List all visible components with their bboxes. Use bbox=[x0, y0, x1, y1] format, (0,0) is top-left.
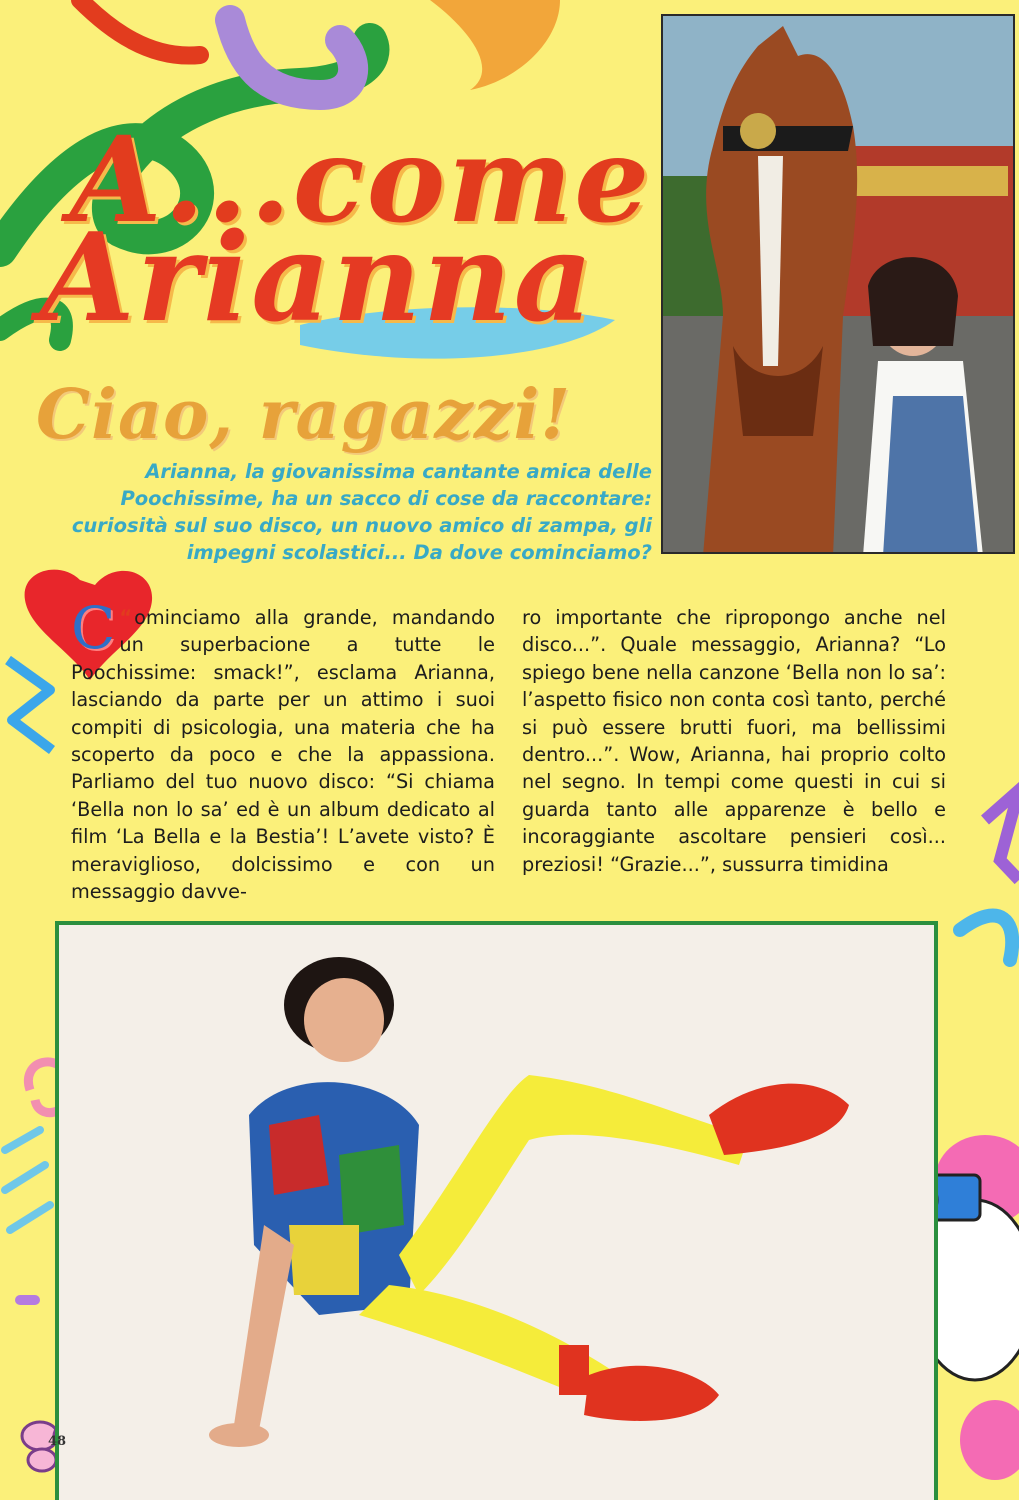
article-column-1-text: ominciamo alla grande, mandando un superbacione a tutte le Poochissime: smack!”, esclama Arianna, lasciando da parte per un attimo i suoi compiti di psicologia, una materia che ha scoperto da poco e che la appassiona. Parliamo del tuo nuovo disco: “Si chiama ‘Bella non lo sa’ ed è un album dedicato al film ‘La Bella e la Bestia’! L’avete visto? È meraviglioso, dolcissimo e con un messaggio davve- bbox=[71, 606, 495, 904]
article-column-2: ro importante che ripropongo anche nel disco...”. Quale messaggio, Arianna? “Lo spiego bene nella canzone ‘Bella non lo sa’: l’aspetto fisico non conta così tanto, perché si può essere brutti fuori, ma bellissimi dentro...”. Wow, Arianna, hai proprio colto nel segno. In tempi come questi in cui si guarda tanto alle apparenze è bello e incoraggiante ascoltare pensieri così... preziosi! “Grazie...”, sussurra timidina bbox=[522, 606, 946, 876]
headline-line-2: Arianna bbox=[40, 205, 595, 349]
red-swirl bbox=[80, 0, 200, 56]
drop-cap: C bbox=[71, 594, 116, 662]
page-number: 48 bbox=[47, 1434, 67, 1449]
blue-swirl-right bbox=[960, 916, 1012, 960]
purple-zigzag-right bbox=[985, 790, 1019, 880]
article-column-1 bbox=[71, 594, 495, 905]
posing-photo-illustration bbox=[59, 925, 934, 1500]
subheadline: Ciao, ragazzi! bbox=[36, 375, 572, 455]
blue-lines-left bbox=[5, 1130, 50, 1230]
headline-line-1: A...come bbox=[70, 110, 652, 249]
intro-paragraph: Arianna, la giovanissima cantante amica delle Poochissime, ha un sacco di cose da raccontare: curiosità sul suo disco, un nuovo amico di zampa, gli impegni scolastici... Da dove cominciamo? bbox=[71, 460, 652, 564]
photo-arianna-posing bbox=[55, 921, 938, 1500]
purple-swirl bbox=[230, 20, 353, 95]
opening-quote: “ bbox=[119, 606, 133, 629]
photo-arianna-with-horse bbox=[661, 14, 1015, 554]
blue-zigzag bbox=[8, 660, 52, 750]
horse-photo-illustration bbox=[663, 16, 1015, 554]
orange-crescent bbox=[430, 0, 560, 90]
